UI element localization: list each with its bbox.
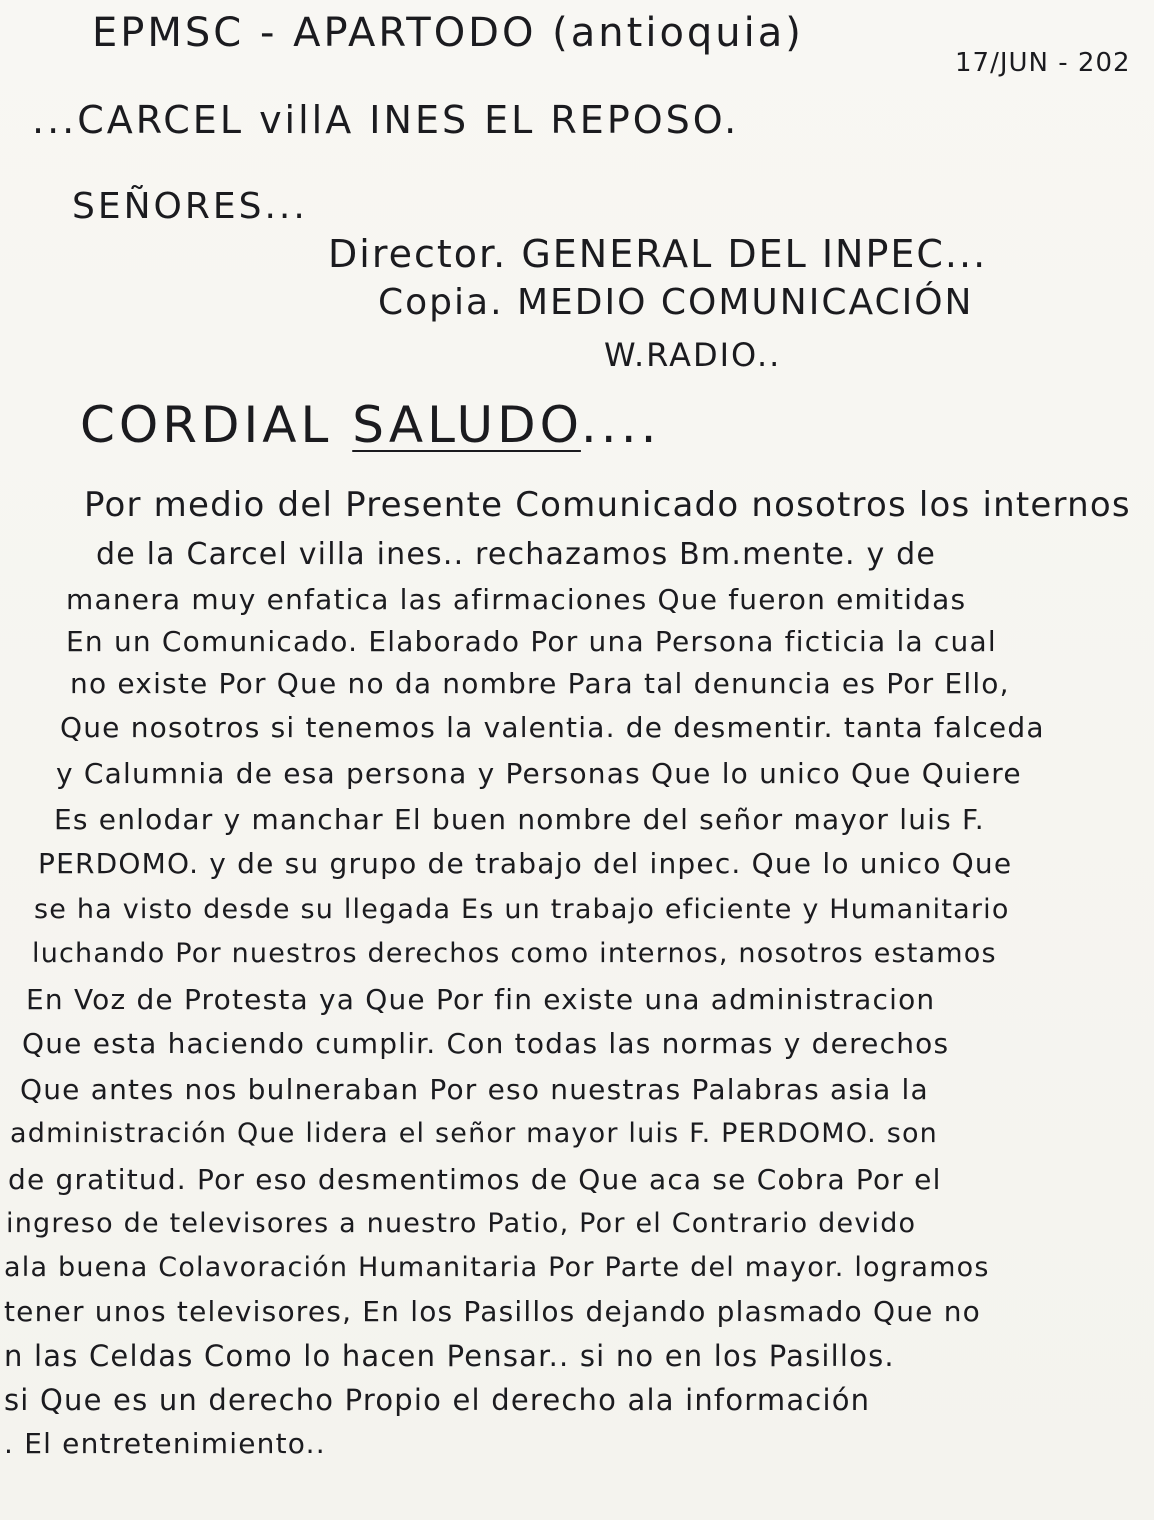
institution-heading: EPMSC - APARTODO (antioquia) xyxy=(92,10,804,56)
body-line: PERDOMO. y de su grupo de trabajo del inpec. Que lo unico Que xyxy=(38,847,1013,880)
body-line: ingreso de televisores a nuestro Patio, Por el Contrario devido xyxy=(6,1208,917,1239)
body-line: Que antes nos bulneraban Por eso nuestras Palabras asia la xyxy=(20,1073,929,1106)
recipient-radio: W.RADIO.. xyxy=(604,336,782,374)
body-line: manera muy enfatica las afirmaciones Que fueron emitidas xyxy=(66,583,967,616)
greeting-word-saludo: SALUDO xyxy=(352,396,581,454)
body-line: luchando Por nuestros derechos como internos, nosotros estamos xyxy=(32,938,997,969)
letter-body xyxy=(0,470,1154,1510)
body-line: de la Carcel villa ines.. rechazamos Bm.mente. y de xyxy=(96,537,937,572)
body-line: se ha visto desde su llegada Es un trabajo eficiente y Humanitario xyxy=(34,894,1010,925)
body-line: de gratitud. Por eso desmentimos de Que aca se Cobra Por el xyxy=(8,1163,942,1196)
body-line: Es enlodar y manchar El buen nombre del señor mayor luis F. xyxy=(54,803,985,836)
greeting xyxy=(80,396,660,454)
salutation-label: SEÑORES... xyxy=(72,186,308,227)
body-line: no existe Por Que no da nombre Para tal denuncia es Por Ello, xyxy=(70,667,1010,700)
body-line: . El entretenimiento.. xyxy=(4,1427,326,1460)
recipient-director: Director. GENERAL DEL INPEC... xyxy=(328,232,988,276)
body-line: En un Comunicado. Elaborado Por una Persona ficticia la cual xyxy=(66,625,997,658)
body-line: administración Que lidera el señor mayor luis F. PERDOMO. son xyxy=(10,1118,938,1149)
greeting-trail: .... xyxy=(580,396,661,454)
letter-date: 17/JUN - 202 xyxy=(955,48,1131,78)
body-line: ala buena Colavoración Humanitaria Por Parte del mayor. logramos xyxy=(4,1252,990,1283)
prison-name: ...CARCEL villA INES EL REPOSO. xyxy=(32,98,740,142)
body-line: Por medio del Presente Comunicado nosotros los internos xyxy=(84,485,1131,525)
body-line: Que nosotros si tenemos la valentia. de desmentir. tanta falceda xyxy=(60,711,1045,744)
greeting-word-cordial: CORDIAL xyxy=(80,396,333,454)
body-line: Que esta haciendo cumplir. Con todas las normas y derechos xyxy=(22,1027,950,1060)
recipient-copy-media: Copia. MEDIO COMUNICACIÓN xyxy=(378,282,974,323)
body-line: tener unos televisores, En los Pasillos dejando plasmado Que no xyxy=(4,1295,981,1328)
body-line: si Que es un derecho Propio el derecho ala información xyxy=(4,1383,871,1417)
body-line: y Calumnia de esa persona y Personas Que lo unico Que Quiere xyxy=(56,757,1022,790)
body-line: En Voz de Protesta ya Que Por fin existe una administracion xyxy=(26,983,936,1016)
body-line: n las Celdas Como lo hacen Pensar.. si no en los Pasillos. xyxy=(4,1339,895,1373)
